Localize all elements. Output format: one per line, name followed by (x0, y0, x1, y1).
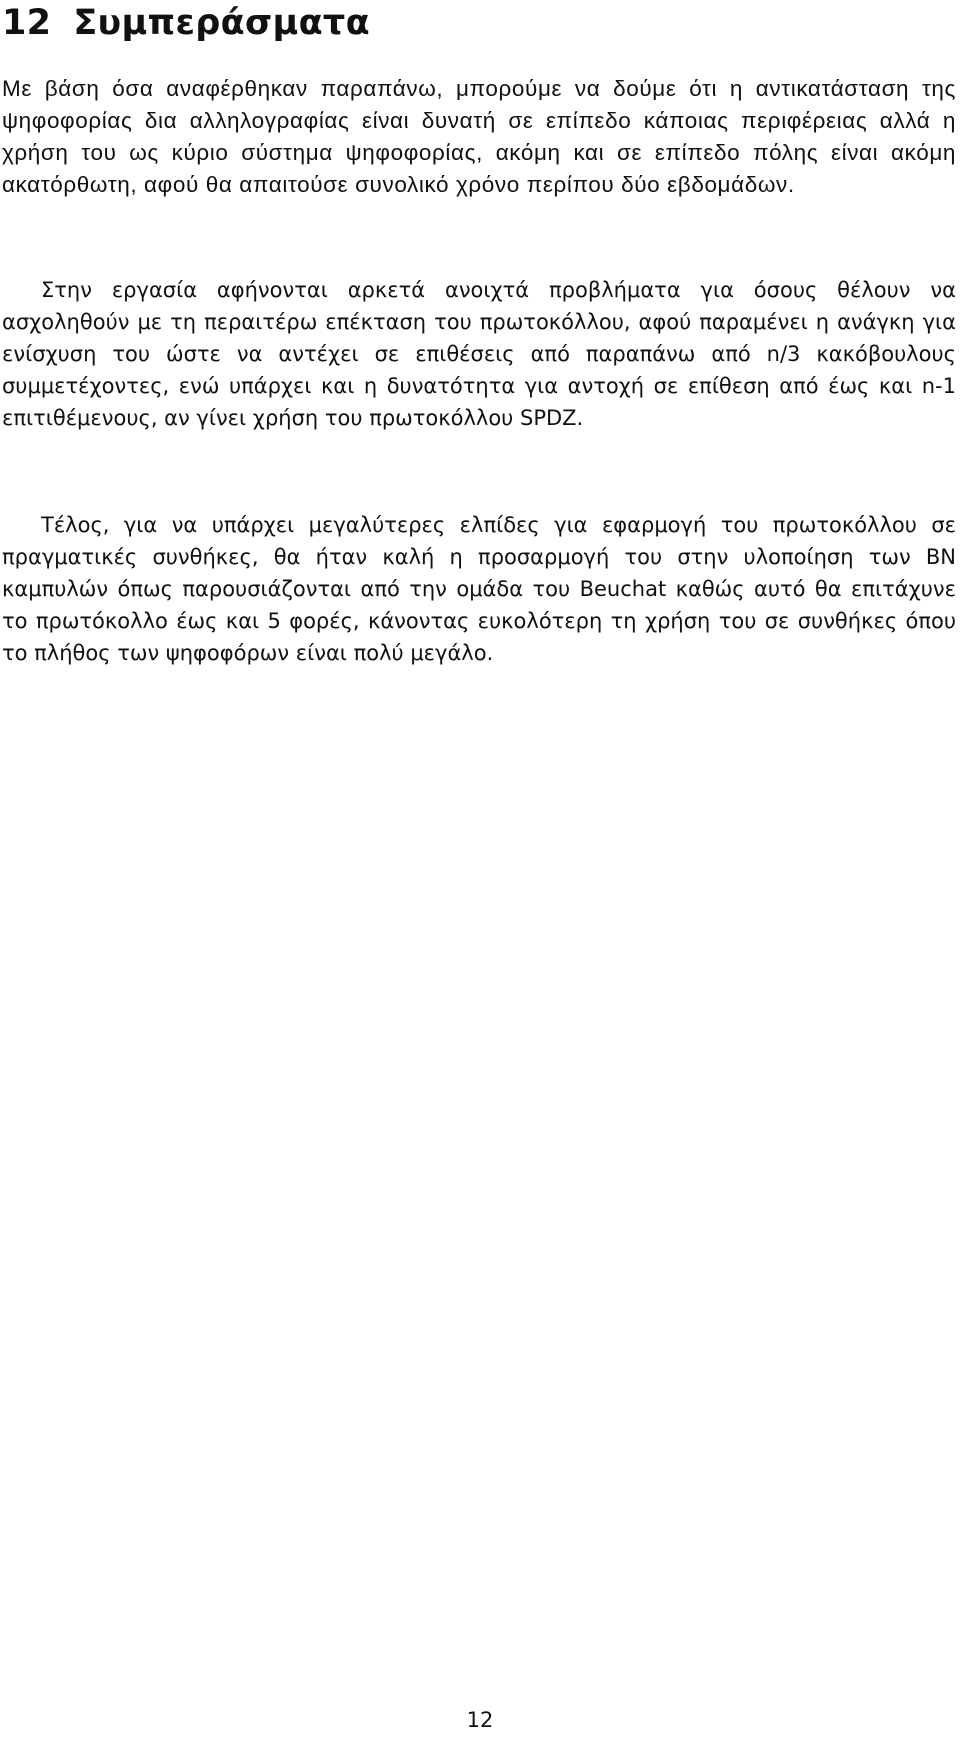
section-heading (2, 0, 370, 46)
paragraph-3: Τέλος, για να υπάρχει μεγαλύτερες ελπίδες για εφαρμογή του πρωτοκόλλου σε πραγματικές συνθήκες, θα ήταν καλή η προσαρμογή του στην υλοποίηση των BN καμπυλών όπως παρουσιάζονται από την ομάδα του Beuchat καθώς αυτό θα επιτάχυνε το πρωτόκολλο έως και 5 φορές, κάνοντας ευκολότερη τη χρήση του σε συνθήκες όπου το πλήθος των ψηφοφόρων είναι πολύ μεγάλο. (2, 513, 956, 665)
paragraph-1: Με βάση όσα αναφέρθηκαν παραπάνω, μπορούμε να δούμε ότι η αντικατάσταση της ψηφοφορίας δια αλληλογραφίας είναι δυνατή σε επίπεδο κάποιας περιφέρειας αλλά η χρήση του ως κύριο σύστημα ψηφοφορίας, ακόμη και σε επίπεδο πόλης είναι ακόμη ακατόρθωτη, αφού θα απαιτούσε συνολικό χρόνο περίπου δύο εβδομάδων. (2, 76, 956, 197)
paragraph-2: Στην εργασία αφήνονται αρκετά ανοιχτά προβλήματα για όσους θέλουν να ασχοληθούν με τη περαιτέρω επέκταση του πρωτοκόλλου, αφού παραμένει η ανάγκη για ενίσχυση του ώστε να αντέχει σε επιθέσεις από παραπάνω από n/3 κακόβουλους συμμετέχοντες, ενώ υπάρχει και η δυνατότητα για αντοχή σε επίθεση από έως και n-1 επιτιθέμενους, αν γίνει χρήση του πρωτοκόλλου SPDZ. (2, 278, 956, 430)
section-title: Συμπεράσματα (73, 3, 370, 43)
page-number: 12 (466, 1708, 494, 1732)
section-number: 12 (2, 3, 52, 43)
